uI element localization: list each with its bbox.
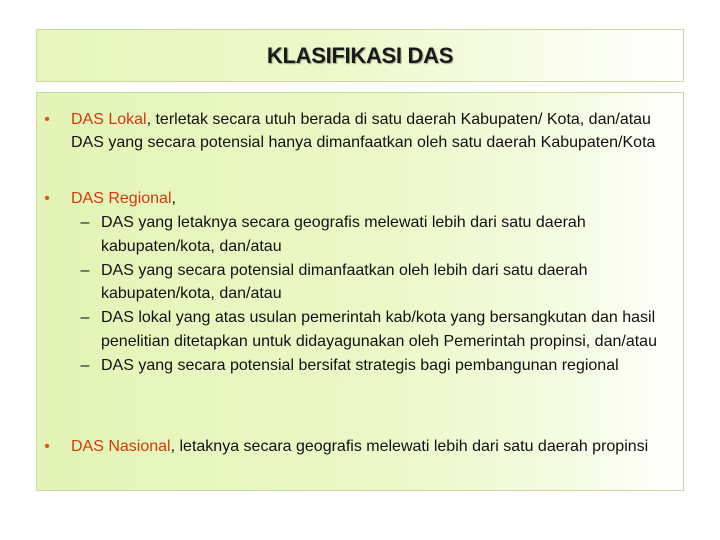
item-text [71,435,675,458]
item-text [71,187,675,210]
bullet-icon: • [44,111,50,128]
dash-icon: – [80,214,90,232]
title-banner [36,29,684,82]
item-description: , terletak secara utuh berada di satu daerah Kabupaten/ Kota, dan/atau DAS yang secara potensial hanya dimanfaatkan oleh satu daerah Kabupaten/Kota [71,111,656,152]
item-description: , letaknya secara geografis melewati lebih dari satu daerah propinsi [170,438,649,455]
dash-icon: – [80,261,90,279]
bullet-item-regional [37,187,675,377]
item-description: , [171,190,176,207]
item-text [71,108,675,155]
sub-item-text: DAS yang letaknya secara geografis melewati lebih dari satu daerah kabupaten/kota, dan/atau [101,214,586,255]
bullet-item-nasional [37,435,675,458]
content-panel [36,92,684,491]
sub-item-text: DAS yang secara potensial bersifat strategis bagi pembangunan regional [101,357,619,375]
bullet-icon: • [44,438,50,455]
bullet-icon: • [44,190,50,207]
sub-item [80,259,675,306]
keyword-das-lokal: DAS Lokal [71,111,147,128]
slide-title: KLASIFIKASI DAS [266,42,454,68]
bullet-item-lokal [37,108,675,155]
sub-item [80,211,675,258]
sub-item-text: DAS lokal yang atas usulan pemerintah kab/kota yang bersangkutan dan hasil penelitian ditetapkan untuk didayagunakan oleh Pemerintah propinsi, dan/atau [101,309,657,350]
sub-item-text: DAS yang secara potensial dimanfaatkan oleh lebih dari satu daerah kabupaten/kota, dan/atau [101,261,588,303]
dash-icon: – [80,357,90,375]
dash-icon: – [80,309,90,327]
keyword-das-nasional: DAS Nasional [71,438,171,455]
keyword-das-regional: DAS Regional [71,190,172,207]
sub-item [80,354,675,377]
sub-item [80,306,675,353]
